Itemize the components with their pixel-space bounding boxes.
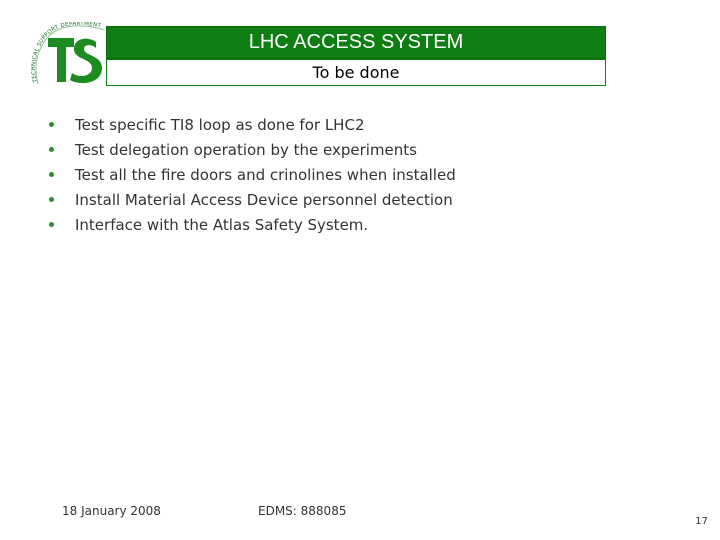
- footer-edms-reference: EDMS: 888085: [258, 504, 347, 518]
- list-item-text: Interface with the Atlas Safety System.: [75, 215, 369, 234]
- footer-date: 18 January 2008: [62, 504, 161, 518]
- list-item-text: Test all the fire doors and crinolines when installed: [75, 165, 456, 184]
- ts-logo-icon: [30, 22, 108, 92]
- list-item: [44, 212, 456, 237]
- bullet-icon: [49, 222, 54, 227]
- bullet-list: [44, 112, 456, 237]
- page-subtitle: To be done: [106, 59, 606, 86]
- list-item-text: Test specific TI8 loop as done for LHC2: [75, 115, 365, 134]
- bullet-icon: [49, 197, 54, 202]
- svg-text:TECHNICAL SUPPORT DEPARTMENT: TECHNICAL SUPPORT DEPARTMENT: [31, 22, 102, 83]
- bullet-icon: [49, 147, 54, 152]
- bullet-icon: [49, 122, 54, 127]
- page-number: 17: [695, 516, 708, 527]
- list-item: [44, 187, 456, 212]
- list-item: [44, 137, 456, 162]
- list-item-text: Install Material Access Device personnel detection: [75, 190, 453, 209]
- bullet-icon: [49, 172, 54, 177]
- page-title: LHC ACCESS SYSTEM: [106, 26, 606, 59]
- list-item: [44, 162, 456, 187]
- list-item: [44, 112, 456, 137]
- ts-department-logo: [30, 22, 108, 92]
- list-item-text: Test delegation operation by the experiments: [75, 140, 417, 159]
